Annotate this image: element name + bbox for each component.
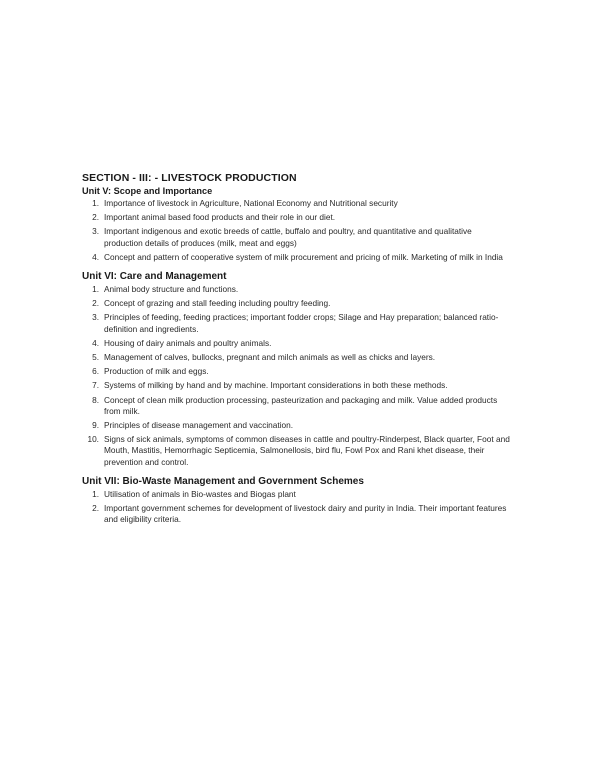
item-number: 2. <box>92 298 99 309</box>
item-text: Concept and pattern of cooperative system of milk procurement and pricing of milk. Marketing of milk in India <box>104 251 503 262</box>
list-item <box>82 284 512 295</box>
item-number: 5. <box>92 352 99 363</box>
item-number: 6. <box>92 366 99 377</box>
list-item <box>82 489 512 500</box>
item-text: Principles of feeding, feeding practices; important fodder crops; Silage and Hay preparation; balanced ratio-definition and ingredients. <box>104 312 499 334</box>
list-item <box>82 380 512 391</box>
list-item <box>82 434 512 468</box>
list-item <box>82 252 512 263</box>
item-number: 4. <box>92 337 99 348</box>
section-title: SECTION - III: - LIVESTOCK PRODUCTION <box>82 172 297 184</box>
item-number: 3. <box>92 226 99 237</box>
item-number: 3. <box>92 312 99 323</box>
list-item <box>82 352 512 363</box>
list-item <box>82 503 512 525</box>
item-text: Production of milk and eggs. <box>104 366 209 377</box>
list-item <box>82 420 512 431</box>
item-text: Management of calves, bullocks, pregnant and milch animals as well as chicks and layers. <box>104 352 436 363</box>
list-item <box>82 312 512 334</box>
item-number: 8. <box>92 394 99 405</box>
item-number: 10. <box>87 434 99 445</box>
item-text: Important animal based food products and their role in our diet. <box>104 212 336 223</box>
unit-v <box>82 186 512 263</box>
item-text: Important indigenous and exotic breeds of cattle, buffalo and poultry, and quantitative and qualitative production details of produces (milk, meat and eggs) <box>104 226 472 248</box>
list-item <box>82 366 512 377</box>
item-number: 9. <box>92 420 99 431</box>
item-text: Important government schemes for development of livestock dairy and purity in India. Their important features and eligibility criteria. <box>104 503 507 525</box>
list-item <box>82 338 512 349</box>
unit-item-list <box>82 198 512 263</box>
item-number: 1. <box>92 198 99 208</box>
item-text: Concept of grazing and stall feeding including poultry feeding. <box>104 298 331 309</box>
unit-title: Unit V: Scope and Importance <box>82 186 213 196</box>
item-text: Housing of dairy animals and poultry animals. <box>104 337 272 348</box>
item-number: 1. <box>92 284 99 295</box>
document-page <box>82 172 512 528</box>
item-text: Systems of milking by hand and by machine. Important considerations in both these methods. <box>104 380 448 391</box>
item-number: 7. <box>92 380 99 391</box>
unit-item-list <box>82 284 512 468</box>
unit-title: Unit VI: Care and Management <box>82 271 227 283</box>
item-text: Principles of disease management and vaccination. <box>104 420 294 431</box>
item-text: Concept of clean milk production processing, pasteurization and packaging and milk. Value added products from milk. <box>104 394 498 416</box>
unit-title: Unit VII: Bio-Waste Management and Government Schemes <box>82 475 364 487</box>
list-item <box>82 298 512 309</box>
unit-item-list <box>82 489 512 526</box>
list-item <box>82 212 512 223</box>
item-text: Utilisation of animals in Bio-wastes and Biogas plant <box>104 488 296 499</box>
unit-vi <box>82 271 512 468</box>
item-number: 1. <box>92 488 99 499</box>
item-text: Importance of livestock in Agriculture, National Economy and Nutritional security <box>104 198 398 208</box>
item-number: 4. <box>92 251 99 262</box>
item-number: 2. <box>92 212 99 223</box>
item-number: 2. <box>92 503 99 514</box>
list-item <box>82 226 512 248</box>
item-text: Animal body structure and functions. <box>104 284 239 295</box>
list-item <box>82 395 512 417</box>
item-text: Signs of sick animals, symptoms of common diseases in cattle and poultry-Rinderpest, Black quarter, Foot and Mouth, Mastitis, Hemorrhagic Septicemia, Salmonellosis, bird flu, Fowl Pox and Rani khet disease, their prevention and control. <box>104 434 510 467</box>
unit-vii <box>82 476 512 526</box>
list-item <box>82 198 512 209</box>
